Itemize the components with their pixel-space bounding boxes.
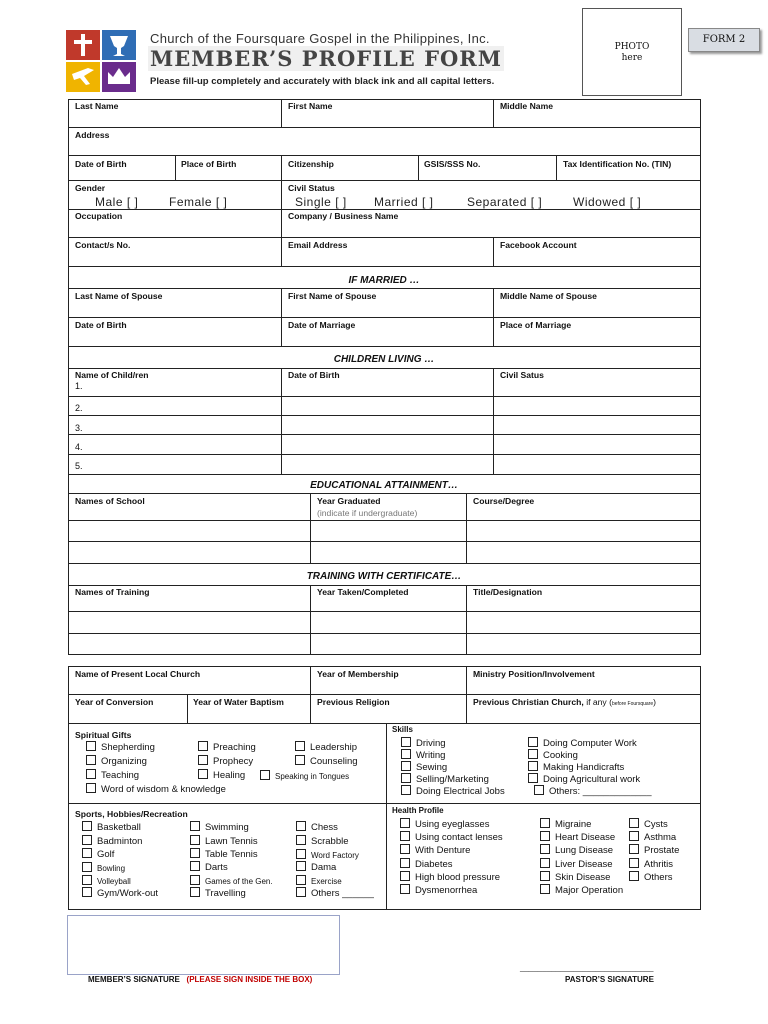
pob-field[interactable]: Place of Birth [181,159,237,169]
checkbox-label: Dama [311,862,337,873]
child-dob-header: Date of Birth [288,370,340,380]
checkbox-icon [400,858,410,868]
checkbox-icon [400,871,410,881]
gift-wisdom[interactable] [86,783,226,795]
member-signature-label [88,975,312,984]
checkbox-label: Chess [311,822,338,833]
checkbox-label: Migraine [555,819,592,830]
company-field[interactable]: Company / Business Name [288,211,399,221]
child-row[interactable]: 4. [75,442,83,452]
pastor-signature-line[interactable]: ______________________________ [520,963,654,972]
checkbox-icon [629,858,639,868]
photo-here-label: here [621,53,643,63]
gift-healing[interactable] [198,769,245,781]
gift-leadership[interactable] [295,741,357,753]
checkbox-icon [260,770,270,780]
civil-status-label: Civil Status [288,183,335,193]
checkbox-icon [540,844,550,854]
checkbox-label: Swimming [205,822,249,833]
checkbox-label: Organizing [101,756,147,767]
checkbox-label: Selling/Marketing [416,774,489,785]
spouse-dob-field[interactable]: Date of Birth [75,320,127,330]
health-item[interactable] [629,831,676,843]
undergraduate-note: (indicate if undergraduate) [317,508,418,518]
checkbox-label: Shepherding [101,742,155,753]
checkbox-icon [540,818,550,828]
checkbox-icon [629,818,639,828]
checkbox-label: Lung Disease [555,845,614,856]
health-item[interactable] [400,871,500,883]
checkbox-label: Prostate [644,845,680,856]
tin-field[interactable]: Tax Identification No. (TIN) [563,159,672,169]
facebook-field[interactable]: Facebook Account [500,240,577,250]
checkbox-label: Golf [97,849,115,860]
sport-item[interactable] [190,835,258,847]
if-married-heading: IF MARRIED … [348,275,420,286]
gift-tongues[interactable] [260,770,349,781]
checkbox-label: Diabetes [415,859,453,870]
sport-item[interactable] [82,875,131,886]
skill-sewing[interactable] [401,761,447,773]
spiritual-gifts-title: Spiritual Gifts [75,730,132,740]
checkbox-icon [296,821,306,831]
checkbox-label: Others [644,872,673,883]
single-option[interactable]: Single [ ] [295,195,347,209]
health-item[interactable] [400,858,453,870]
checkbox-label: Asthma [644,832,677,843]
checkbox-icon [190,821,200,831]
checkbox-label: Using contact lenses [415,832,503,843]
close-paren: ) [653,697,656,707]
checkbox-icon [400,831,410,841]
checkbox-label: Cooking [543,750,578,761]
checkbox-label: Dysmenorrhea [415,885,478,896]
checkbox-icon [190,875,200,885]
checkbox-label: Games of the Gen. [205,877,273,886]
sign-inside-note: (PLEASE SIGN INSIDE THE BOX) [186,975,313,984]
widowed-option[interactable]: Widowed [ ] [573,195,642,209]
health-item[interactable] [629,844,679,856]
skill-writing[interactable] [401,749,445,761]
checkbox-icon [528,761,538,771]
gift-prophecy[interactable] [198,755,253,767]
sport-item[interactable] [296,875,342,886]
course-header: Course/Degree [473,496,535,506]
checkbox-label: Doing Electrical Jobs [416,786,505,797]
checkbox-icon [528,749,538,759]
checkbox-icon [190,848,200,858]
checkbox-icon [296,887,306,897]
spouse-last-field[interactable]: Last Name of Spouse [75,291,163,301]
health-item[interactable] [400,884,477,896]
health-title: Health Profile [392,806,444,815]
checkbox-icon [296,861,306,871]
child-row[interactable]: 1. [75,381,83,391]
pastor-signature-label: PASTOR’S SIGNATURE [565,975,654,984]
sport-item[interactable] [190,875,273,886]
ministry-field[interactable]: Ministry Position/Involvement [473,669,595,679]
female-option[interactable]: Female [ ] [169,195,228,209]
sport-item[interactable] [190,821,249,833]
checkbox-icon [296,849,306,859]
if-any-label: if any ( [586,697,612,707]
checkbox-icon [400,884,410,894]
checkbox-icon [190,861,200,871]
sport-item[interactable] [82,848,114,860]
sport-item[interactable] [82,862,125,873]
skill-handicrafts[interactable] [528,761,624,773]
checkbox-label: Doing Computer Work [543,738,637,749]
checkbox-label: Volleyball [97,877,131,886]
checkbox-label: With Denture [415,845,471,856]
checkbox-icon [629,871,639,881]
health-item[interactable] [540,844,613,856]
male-option[interactable]: Male [ ] [95,195,139,209]
church-name: Church of the Foursquare Gospel in the Philippines, Inc. [150,31,490,46]
separated-option[interactable]: Separated [ ] [467,195,543,209]
gsis-field[interactable]: GSIS/SSS No. [424,159,481,169]
checkbox-icon [190,887,200,897]
checkbox-label: Prophecy [213,756,254,767]
gift-counseling[interactable] [295,755,358,767]
checkbox-label: Others: _____________ [549,786,652,797]
local-church-field[interactable]: Name of Present Local Church [75,669,201,679]
checkbox-label: Word of wisdom & knowledge [101,784,226,795]
previous-religion-field[interactable]: Previous Religion [317,697,390,707]
checkbox-icon [198,755,208,765]
checkbox-icon [86,741,96,751]
checkbox-label: Liver Disease [555,859,613,870]
checkbox-label: Speaking in Tongues [275,772,350,781]
member-signature-text: MEMBER’S SIGNATURE [88,975,180,984]
sport-item[interactable] [190,887,246,899]
checkbox-label: Counseling [310,756,358,767]
training-name-header: Names of Training [75,587,150,597]
marriage-place-field[interactable]: Place of Marriage [500,320,572,330]
previous-church-field[interactable] [473,697,656,707]
checkbox-label: Basketball [97,822,141,833]
checkbox-label: Badminton [97,836,143,847]
sport-item[interactable] [82,835,142,847]
health-item[interactable] [540,871,610,883]
skill-electrical[interactable] [401,785,505,797]
marriage-date-field[interactable]: Date of Marriage [288,320,356,330]
contact-field[interactable]: Contact/s No. [75,240,131,250]
skill-selling[interactable] [401,773,489,785]
checkbox-icon [295,741,305,751]
checkbox-label: Teaching [101,770,140,781]
first-name-field[interactable]: First Name [288,101,333,111]
gift-preaching[interactable] [198,741,256,753]
health-item[interactable] [540,858,613,870]
sport-item[interactable] [296,849,359,860]
checkbox-icon [82,887,92,897]
sport-item[interactable] [82,887,158,899]
checkbox-label: Athritis [644,859,674,870]
checkbox-icon [400,844,410,854]
sports-title: Sports, Hobbies/Recreation [75,809,188,819]
skill-computer[interactable] [528,737,637,749]
sport-item[interactable] [190,848,258,860]
form-number-badge: FORM 2 [688,28,760,52]
checkbox-label: Preaching [213,742,256,753]
checkbox-icon [82,821,92,831]
health-item[interactable] [540,884,623,896]
sport-item[interactable] [296,861,336,873]
health-item[interactable] [400,831,503,843]
checkbox-icon [540,884,550,894]
form-title: MEMBER’S PROFILE FORM [150,46,502,71]
checkbox-icon [198,769,208,779]
member-signature-box[interactable] [67,915,340,975]
married-option[interactable]: Married [ ] [374,195,434,209]
previous-church-label: Previous Christian Church, [473,697,584,707]
skill-others[interactable] [534,785,651,797]
children-heading: CHILDREN LIVING … [333,354,435,365]
child-row[interactable]: 5. [75,461,83,471]
checkbox-icon [401,749,411,759]
foursquare-logo [66,30,138,94]
checkbox-icon [82,875,92,885]
checkbox-label: Sewing [416,762,448,773]
checkbox-label: Exercise [311,877,342,886]
child-name-header: Name of Child/ren [75,370,149,380]
instructions: Please fill-up completely and accurately with black ink and all capital letters. [150,76,495,87]
health-item[interactable] [540,818,591,830]
checkbox-icon [528,737,538,747]
checkbox-label: Major Operation [555,885,624,896]
health-item[interactable] [540,831,615,843]
checkbox-icon [401,737,411,747]
sport-item[interactable] [296,835,349,847]
photo-box[interactable] [582,8,682,96]
citizenship-field[interactable]: Citizenship [288,159,334,169]
child-row[interactable]: 2. [75,403,83,413]
checkbox-icon [296,875,306,885]
checkbox-icon [82,862,92,872]
checkbox-label: Gym/Work-out [97,888,159,899]
checkbox-label: Word Factory [311,851,359,860]
checkbox-icon [540,871,550,881]
email-field[interactable]: Email Address [288,240,348,250]
sport-item[interactable] [82,821,141,833]
checkbox-label: Writing [416,750,446,761]
gift-shepherding[interactable] [86,741,155,753]
conversion-year-field[interactable]: Year of Conversion [75,697,154,707]
membership-year-field[interactable]: Year of Membership [317,669,399,679]
skills-title: Skills [392,725,413,734]
health-item[interactable] [629,818,668,830]
checkbox-label: Leadership [310,742,358,753]
checkbox-label: Healing [213,770,246,781]
checkbox-icon [86,755,96,765]
sport-item[interactable] [190,861,228,873]
checkbox-icon [540,831,550,841]
checkbox-label: Darts [205,862,228,873]
gender-label: Gender [75,183,106,193]
checkbox-icon [528,773,538,783]
child-status-header: Civil Satus [500,370,544,380]
gift-teaching[interactable] [86,769,139,781]
training-title-header: Title/Designation [473,587,543,597]
checkbox-label: Table Tennis [205,849,258,860]
checkbox-icon [401,761,411,771]
checkbox-icon [540,858,550,868]
checkbox-icon [82,848,92,858]
checkbox-icon [401,785,411,795]
checkbox-icon [86,769,96,779]
checkbox-icon [198,741,208,751]
photo-label: PHOTO [614,42,650,52]
checkbox-label: High blood pressure [415,872,501,883]
checkbox-label: Driving [416,738,446,749]
skill-agricultural[interactable] [528,773,640,785]
checkbox-icon [86,783,96,793]
health-item[interactable] [400,818,489,830]
dob-field[interactable]: Date of Birth [75,159,127,169]
checkbox-label: Heart Disease [555,832,616,843]
checkbox-label: Lawn Tennis [205,836,258,847]
checkbox-icon [629,844,639,854]
training-year-header: Year Taken/Completed [317,587,409,597]
checkbox-label: Skin Disease [555,872,611,883]
school-name-header: Names of School [75,496,145,506]
baptism-year-field[interactable]: Year of Water Baptism [193,697,284,707]
checkbox-icon [629,831,639,841]
sport-item[interactable] [296,821,338,833]
checkbox-label: Making Handicrafts [543,762,625,773]
checkbox-icon [190,835,200,845]
sport-item[interactable] [296,887,374,899]
gift-organizing[interactable] [86,755,147,767]
checkbox-label: Cysts [644,819,668,830]
middle-name-field[interactable]: Middle Name [500,101,554,111]
checkbox-label: Doing Agricultural work [543,774,641,785]
checkbox-icon [296,835,306,845]
checkbox-icon [400,818,410,828]
child-row[interactable]: 3. [75,423,83,433]
skill-driving[interactable] [401,737,446,749]
health-item[interactable] [629,858,673,870]
checkbox-label: Using eyeglasses [415,819,490,830]
checkbox-icon [534,785,544,795]
training-heading: TRAINING WITH CERTIFICATE… [306,571,462,582]
checkbox-icon [401,773,411,783]
health-item[interactable] [629,871,673,883]
checkbox-icon [295,755,305,765]
health-item[interactable] [400,844,470,856]
last-name-field[interactable]: Last Name [75,101,119,111]
year-graduated-header: Year Graduated [317,496,381,506]
checkbox-label: Others ______ [311,888,374,899]
before-foursquare-note: before Foursquare [611,701,654,707]
skill-cooking[interactable] [528,749,578,761]
checkbox-label: Travelling [205,888,246,899]
address-field[interactable]: Address [75,130,110,140]
checkbox-label: Bowling [97,864,126,873]
occupation-field[interactable]: Occupation [75,211,123,221]
checkbox-icon [82,835,92,845]
spouse-middle-field[interactable]: Middle Name of Spouse [500,291,597,301]
checkbox-label: Scrabble [311,836,349,847]
education-heading: EDUCATIONAL ATTAINMENT… [310,480,458,491]
spouse-first-field[interactable]: First Name of Spouse [288,291,377,301]
